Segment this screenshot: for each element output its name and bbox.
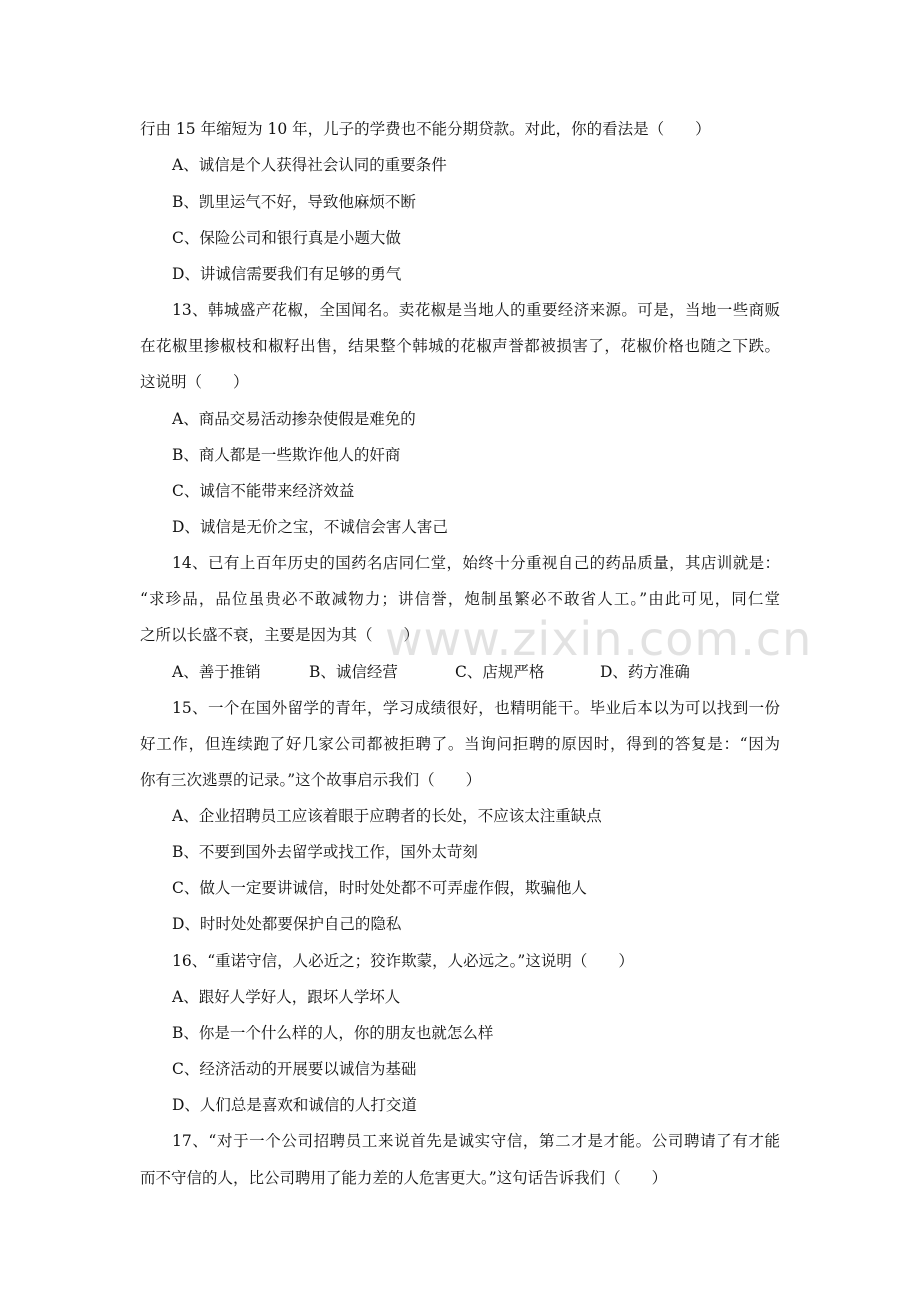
q16-stem: 16、“重诺守信，人必近之；狡诈欺蒙，人必远之。”这说明（ ） — [172, 952, 634, 970]
q13-stem-line1: 13、韩城盛产花椒，全国闻名。卖花椒是当地人的重要经济来源。可是，当地一些商贩 — [172, 301, 780, 319]
q12-option-c: C、保险公司和银行真是小题大做 — [172, 229, 401, 247]
q15-stem-line1: 15、一个在国外留学的青年，学习成绩很好，也精明能干。毕业后本以为可以找到一份 — [172, 699, 780, 717]
q17-stem-line2: 而不守信的人，比公司聘用了能力差的人危害更大。”这句话告诉我们（ ） — [140, 1169, 668, 1187]
q16-option-b: B、你是一个什么样的人，你的朋友也就怎么样 — [172, 1024, 494, 1042]
q16-option-d: D、人们总是喜欢和诚信的人打交道 — [172, 1096, 417, 1114]
q13-stem-line2: 在花椒里掺椒枝和椒籽出售，结果整个韩城的花椒声誉都被损害了，花椒价格也随之下跌。 — [140, 337, 780, 355]
q16-option-a: A、跟好人学好人，跟坏人学坏人 — [172, 988, 401, 1006]
q13-option-c: C、诚信不能带来经济效益 — [172, 482, 355, 500]
q14-option-d: D、药方准确 — [600, 663, 690, 681]
q14-stem-line3: 之所以长盛不衰，主要是因为其（ ） — [140, 626, 420, 644]
q15-stem-line3: 你有三次逃票的记录。”这个故事启示我们（ ） — [140, 771, 482, 789]
q17-stem-line1: 17、“对于一个公司招聘员工来说首先是诚实守信，第二才是才能。公司聘请了有才能 — [172, 1132, 780, 1150]
q14-option-b: B、诚信经营 — [309, 663, 398, 681]
q15-option-c: C、做人一定要讲诚信，时时处处都不可弄虚作假，欺骗他人 — [172, 879, 587, 897]
q14-option-a: A、善于推销 — [172, 663, 261, 681]
q14-stem-line2: “求珍品，品位虽贵必不敢减物力；讲信誉，炮制虽繁必不敢省人工。”由此可见，同仁堂 — [140, 590, 780, 608]
q15-option-b: B、不要到国外去留学或找工作，国外太苛刻 — [172, 843, 478, 861]
q13-option-a: A、商品交易活动掺杂使假是难免的 — [172, 410, 416, 428]
q15-option-d: D、时时处处都要保护自己的隐私 — [172, 915, 402, 933]
q12-option-d: D、讲诚信需要我们有足够的勇气 — [172, 265, 402, 283]
q16-option-c: C、经济活动的开展要以诚信为基础 — [172, 1060, 417, 1078]
q15-stem-line2: 好工作，但连续跑了好几家公司都被拒聘了。当询问拒聘的原因时，得到的答复是：“因为 — [140, 735, 780, 753]
q13-option-d: D、诚信是无价之宝，不诚信会害人害己 — [172, 518, 448, 536]
q13-option-b: B、商人都是一些欺诈他人的奸商 — [172, 446, 401, 464]
watermark: www.zixin.com.cn — [385, 612, 813, 666]
q12-option-a: A、诚信是个人获得社会认同的重要条件 — [172, 156, 447, 174]
q14-options-row — [172, 662, 780, 682]
q14-stem-line1: 14、已有上百年历史的国药名店同仁堂，始终十分重视自己的药品质量，其店训就是： — [172, 554, 780, 572]
q12-stem-end: 行由 15 年缩短为 10 年，儿子的学费也不能分期贷款。对此，你的看法是（ ） — [140, 120, 711, 138]
q12-option-b: B、凯里运气不好，导致他麻烦不断 — [172, 193, 416, 211]
q13-stem-line3: 这说明（ ） — [140, 373, 249, 391]
q14-option-c: C、店规严格 — [455, 663, 545, 681]
q15-option-a: A、企业招聘员工应该着眼于应聘者的长处，不应该太注重缺点 — [172, 807, 602, 825]
